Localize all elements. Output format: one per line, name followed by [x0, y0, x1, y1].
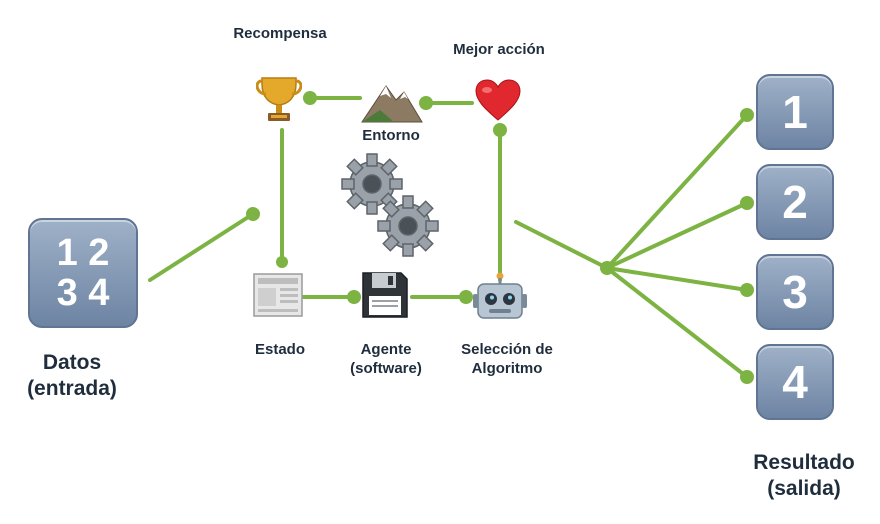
state-label: Estado	[254, 341, 305, 358]
heart-icon	[474, 78, 522, 122]
robot-icon	[472, 272, 528, 322]
junction-dot	[303, 91, 317, 105]
junction-dot	[459, 290, 473, 304]
reward-label: Recompensa	[233, 25, 327, 42]
floppy-disk-icon	[360, 270, 410, 320]
junction-dot	[740, 283, 754, 297]
junction-dot	[740, 108, 754, 122]
junction-dot	[276, 256, 288, 268]
newspaper-icon	[252, 272, 304, 318]
output-tile-1: 1	[756, 74, 834, 150]
best-action-label: Mejor acción	[453, 41, 545, 58]
selection-hub-connector	[516, 222, 607, 268]
input-label: Datos (entrada)	[27, 351, 117, 400]
selection-label: Selección de Algoritmo	[461, 341, 553, 377]
mountain-icon	[360, 80, 424, 124]
hub-output-4-connector	[607, 268, 747, 377]
junction-dot	[493, 123, 507, 137]
agent-label: Agente (software)	[350, 341, 422, 377]
hub-output-1-connector	[607, 115, 747, 268]
junction-dot	[347, 290, 361, 304]
hub-dot	[600, 261, 614, 275]
input-tile-row1: 1 2	[56, 232, 110, 274]
junction-dot	[740, 196, 754, 210]
junction-dot	[740, 370, 754, 384]
environment-label: Entorno	[362, 127, 420, 144]
output-tile-2: 2	[756, 164, 834, 240]
hub-output-2-connector	[607, 203, 747, 268]
output-label: Resultado (salida)	[753, 451, 855, 500]
input-tile-row2: 3 4	[56, 272, 110, 314]
input-connector	[150, 214, 253, 280]
junction-dot	[246, 207, 260, 221]
gears-icon	[338, 150, 442, 260]
output-tile-3: 3	[756, 254, 834, 330]
trophy-icon	[256, 72, 302, 124]
input-numbers-tile	[28, 218, 138, 328]
output-tile-4: 4	[756, 344, 834, 420]
